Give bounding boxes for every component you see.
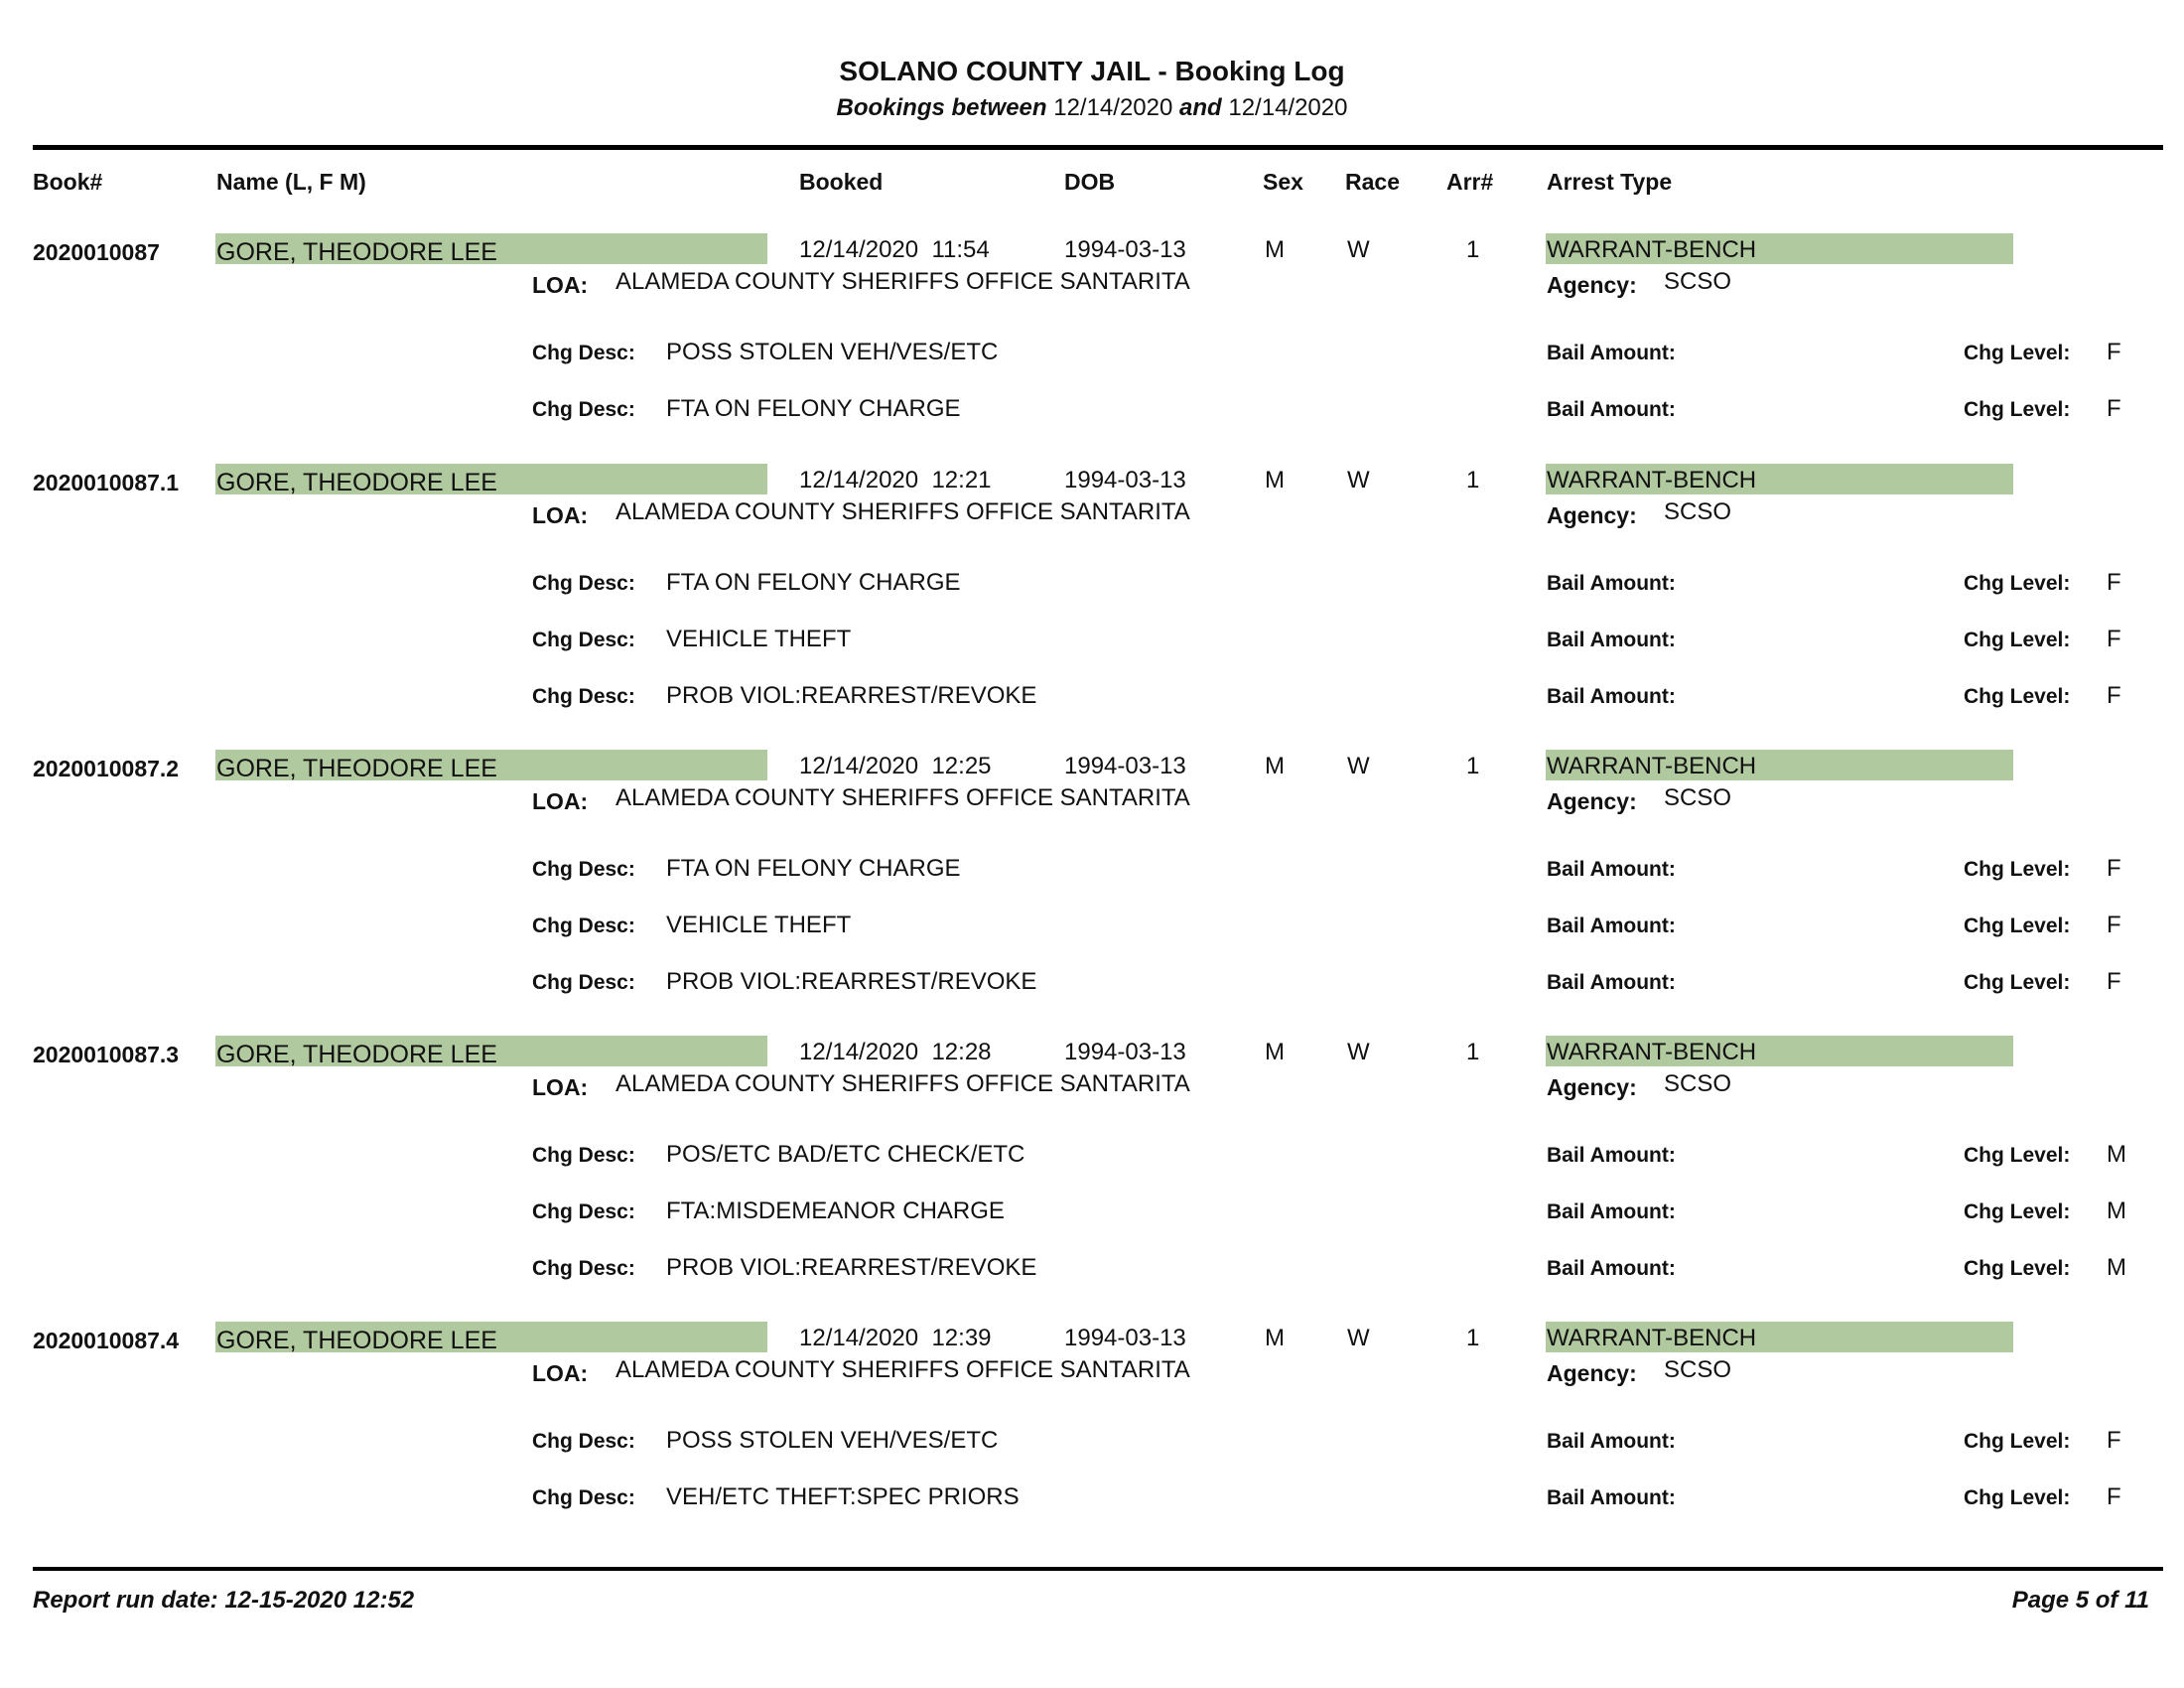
charge-level: F (2107, 339, 2121, 365)
charge-description: FTA ON FELONY CHARGE (666, 395, 961, 422)
loa-value: ALAMEDA COUNTY SHERIFFS OFFICE SANTARITA (615, 784, 1190, 811)
loa-value: ALAMEDA COUNTY SHERIFFS OFFICE SANTARITA (615, 1356, 1190, 1383)
charge-description: FTA ON FELONY CHARGE (666, 855, 961, 882)
agency-value: SCSO (1664, 784, 1732, 811)
charge-description: PROB VIOL:REARREST/REVOKE (666, 682, 1037, 709)
charge-description: FTA:MISDEMEANOR CHARGE (666, 1197, 1005, 1224)
sex: M (1265, 1325, 1285, 1351)
agency-value: SCSO (1664, 1070, 1732, 1097)
col-header-arr: Arr# (1446, 169, 1494, 195)
col-header-dob: DOB (1064, 169, 1116, 195)
arrest-number: 1 (1466, 1039, 1480, 1065)
chg-level-label: Chg Level: (1964, 971, 2071, 994)
loa-label: LOA: (532, 502, 589, 528)
inmate-name: GORE, THEODORE LEE (216, 238, 497, 266)
chg-level-label: Chg Level: (1964, 1200, 2071, 1223)
chg-desc-label: Chg Desc: (532, 1144, 635, 1167)
chg-level-label: Chg Level: (1964, 1257, 2071, 1280)
race: W (1347, 1325, 1370, 1351)
subtitle-and: and (1179, 94, 1222, 121)
dob: 1994-03-13 (1064, 1325, 1186, 1351)
chg-level-label: Chg Level: (1964, 572, 2071, 595)
bail-amount-label: Bail Amount: (1547, 1200, 1676, 1223)
bail-amount-label: Bail Amount: (1547, 398, 1676, 421)
loa-value: ALAMEDA COUNTY SHERIFFS OFFICE SANTARITA (615, 1070, 1190, 1097)
arrest-number: 1 (1466, 467, 1480, 493)
charge-description: PROB VIOL:REARREST/REVOKE (666, 968, 1037, 995)
bail-amount-label: Bail Amount: (1547, 858, 1676, 881)
race: W (1347, 753, 1370, 779)
book-number: 2020010087.4 (33, 1328, 180, 1353)
chg-desc-label: Chg Desc: (532, 971, 635, 994)
charge-level: F (2107, 395, 2121, 422)
book-number: 2020010087.1 (33, 470, 180, 495)
chg-desc-label: Chg Desc: (532, 398, 635, 421)
dob: 1994-03-13 (1064, 753, 1186, 779)
bail-amount-label: Bail Amount: (1547, 572, 1676, 595)
chg-desc-label: Chg Desc: (532, 342, 635, 364)
chg-level-label: Chg Level: (1964, 914, 2071, 937)
chg-desc-label: Chg Desc: (532, 572, 635, 595)
book-number: 2020010087 (33, 239, 160, 265)
charge-description: POSS STOLEN VEH/VES/ETC (666, 339, 999, 365)
arrest-type: WARRANT-BENCH (1547, 753, 1757, 779)
charge-level: F (2107, 1483, 2121, 1510)
booking-record (0, 743, 2184, 1021)
loa-label: LOA: (532, 272, 589, 298)
bail-amount-label: Bail Amount: (1547, 1144, 1676, 1167)
col-header-booked: Booked (799, 169, 884, 195)
arrest-number: 1 (1466, 1325, 1480, 1351)
chg-desc-label: Chg Desc: (532, 1257, 635, 1280)
chg-level-label: Chg Level: (1964, 342, 2071, 364)
sex: M (1265, 467, 1285, 493)
bail-amount-label: Bail Amount: (1547, 685, 1676, 708)
chg-desc-label: Chg Desc: (532, 914, 635, 937)
col-header-sex: Sex (1263, 169, 1303, 195)
charge-level: F (2107, 1427, 2121, 1454)
loa-label: LOA: (532, 788, 589, 814)
race: W (1347, 467, 1370, 493)
dob: 1994-03-13 (1064, 467, 1186, 493)
charge-level: F (2107, 855, 2121, 882)
inmate-name: GORE, THEODORE LEE (216, 755, 497, 782)
footer-rule (33, 1567, 2163, 1571)
booking-record (0, 1029, 2184, 1307)
bail-amount-label: Bail Amount: (1547, 629, 1676, 651)
inmate-name: GORE, THEODORE LEE (216, 1041, 497, 1068)
charge-description: VEH/ETC THEFT:SPEC PRIORS (666, 1483, 1020, 1510)
booking-record (0, 457, 2184, 735)
charge-description: POS/ETC BAD/ETC CHECK/ETC (666, 1141, 1025, 1168)
bail-amount-label: Bail Amount: (1547, 1257, 1676, 1280)
report-run-date: Report run date: 12-15-2020 12:52 (33, 1587, 415, 1614)
chg-level-label: Chg Level: (1964, 858, 2071, 881)
charge-level: F (2107, 968, 2121, 995)
arrest-type: WARRANT-BENCH (1547, 236, 1757, 263)
col-header-name: Name (L, F M) (216, 169, 366, 195)
charge-description: POSS STOLEN VEH/VES/ETC (666, 1427, 999, 1454)
report-title: SOLANO COUNTY JAIL - Booking Log (839, 56, 1345, 86)
report-subtitle (0, 94, 2184, 122)
booked-datetime: 12/14/2020 12:39 (799, 1325, 992, 1351)
arrest-type: WARRANT-BENCH (1547, 1039, 1757, 1065)
sex: M (1265, 1039, 1285, 1065)
chg-level-label: Chg Level: (1964, 629, 2071, 651)
booked-datetime: 12/14/2020 12:28 (799, 1039, 992, 1065)
agency-label: Agency: (1547, 1074, 1637, 1100)
date-to: 12/14/2020 (1228, 94, 1348, 121)
chg-desc-label: Chg Desc: (532, 858, 635, 881)
arrest-type: WARRANT-BENCH (1547, 467, 1757, 493)
agency-value: SCSO (1664, 1356, 1732, 1383)
bail-amount-label: Bail Amount: (1547, 1486, 1676, 1509)
bail-amount-label: Bail Amount: (1547, 971, 1676, 994)
chg-level-label: Chg Level: (1964, 1430, 2071, 1453)
col-header-race: Race (1345, 169, 1400, 195)
chg-desc-label: Chg Desc: (532, 629, 635, 651)
header-rule (33, 145, 2163, 150)
col-header-arrest-type: Arrest Type (1547, 169, 1673, 195)
chg-level-label: Chg Level: (1964, 1144, 2071, 1167)
charge-level: M (2107, 1141, 2126, 1168)
agency-value: SCSO (1664, 268, 1732, 295)
bail-amount-label: Bail Amount: (1547, 342, 1676, 364)
charge-description: VEHICLE THEFT (666, 626, 852, 652)
inmate-name: GORE, THEODORE LEE (216, 1327, 497, 1354)
page-number: Page 5 of 11 (2011, 1587, 2149, 1614)
bail-amount-label: Bail Amount: (1547, 1430, 1676, 1453)
charge-description: VEHICLE THEFT (666, 912, 852, 938)
date-from: 12/14/2020 (1053, 94, 1173, 121)
inmate-name: GORE, THEODORE LEE (216, 469, 497, 496)
charge-level: F (2107, 912, 2121, 938)
loa-value: ALAMEDA COUNTY SHERIFFS OFFICE SANTARITA (615, 268, 1190, 295)
chg-desc-label: Chg Desc: (532, 1200, 635, 1223)
chg-level-label: Chg Level: (1964, 398, 2071, 421)
arrest-number: 1 (1466, 236, 1480, 263)
bail-amount-label: Bail Amount: (1547, 914, 1676, 937)
charge-level: F (2107, 569, 2121, 596)
loa-label: LOA: (532, 1360, 589, 1386)
charge-level: M (2107, 1197, 2126, 1224)
booked-datetime: 12/14/2020 12:21 (799, 467, 992, 493)
booked-datetime: 12/14/2020 11:54 (799, 236, 990, 263)
race: W (1347, 236, 1370, 263)
charge-description: PROB VIOL:REARREST/REVOKE (666, 1254, 1037, 1281)
arrest-number: 1 (1466, 753, 1480, 779)
subtitle-prefix: Bookings between (836, 94, 1047, 121)
charge-level: F (2107, 682, 2121, 709)
agency-label: Agency: (1547, 788, 1637, 814)
dob: 1994-03-13 (1064, 236, 1186, 263)
agency-label: Agency: (1547, 502, 1637, 528)
chg-desc-label: Chg Desc: (532, 1486, 635, 1509)
chg-level-label: Chg Level: (1964, 685, 2071, 708)
booked-datetime: 12/14/2020 12:25 (799, 753, 992, 779)
booking-record (0, 1315, 2184, 1593)
sex: M (1265, 753, 1285, 779)
chg-level-label: Chg Level: (1964, 1486, 2071, 1509)
book-number: 2020010087.3 (33, 1042, 180, 1067)
agency-value: SCSO (1664, 498, 1732, 525)
arrest-type: WARRANT-BENCH (1547, 1325, 1757, 1351)
loa-label: LOA: (532, 1074, 589, 1100)
loa-value: ALAMEDA COUNTY SHERIFFS OFFICE SANTARITA (615, 498, 1190, 525)
charge-description: FTA ON FELONY CHARGE (666, 569, 961, 596)
dob: 1994-03-13 (1064, 1039, 1186, 1065)
race: W (1347, 1039, 1370, 1065)
agency-label: Agency: (1547, 1360, 1637, 1386)
agency-label: Agency: (1547, 272, 1637, 298)
chg-desc-label: Chg Desc: (532, 685, 635, 708)
col-header-book: Book# (33, 169, 103, 195)
charge-level: M (2107, 1254, 2126, 1281)
book-number: 2020010087.2 (33, 756, 180, 781)
charge-level: F (2107, 626, 2121, 652)
sex: M (1265, 236, 1285, 263)
chg-desc-label: Chg Desc: (532, 1430, 635, 1453)
